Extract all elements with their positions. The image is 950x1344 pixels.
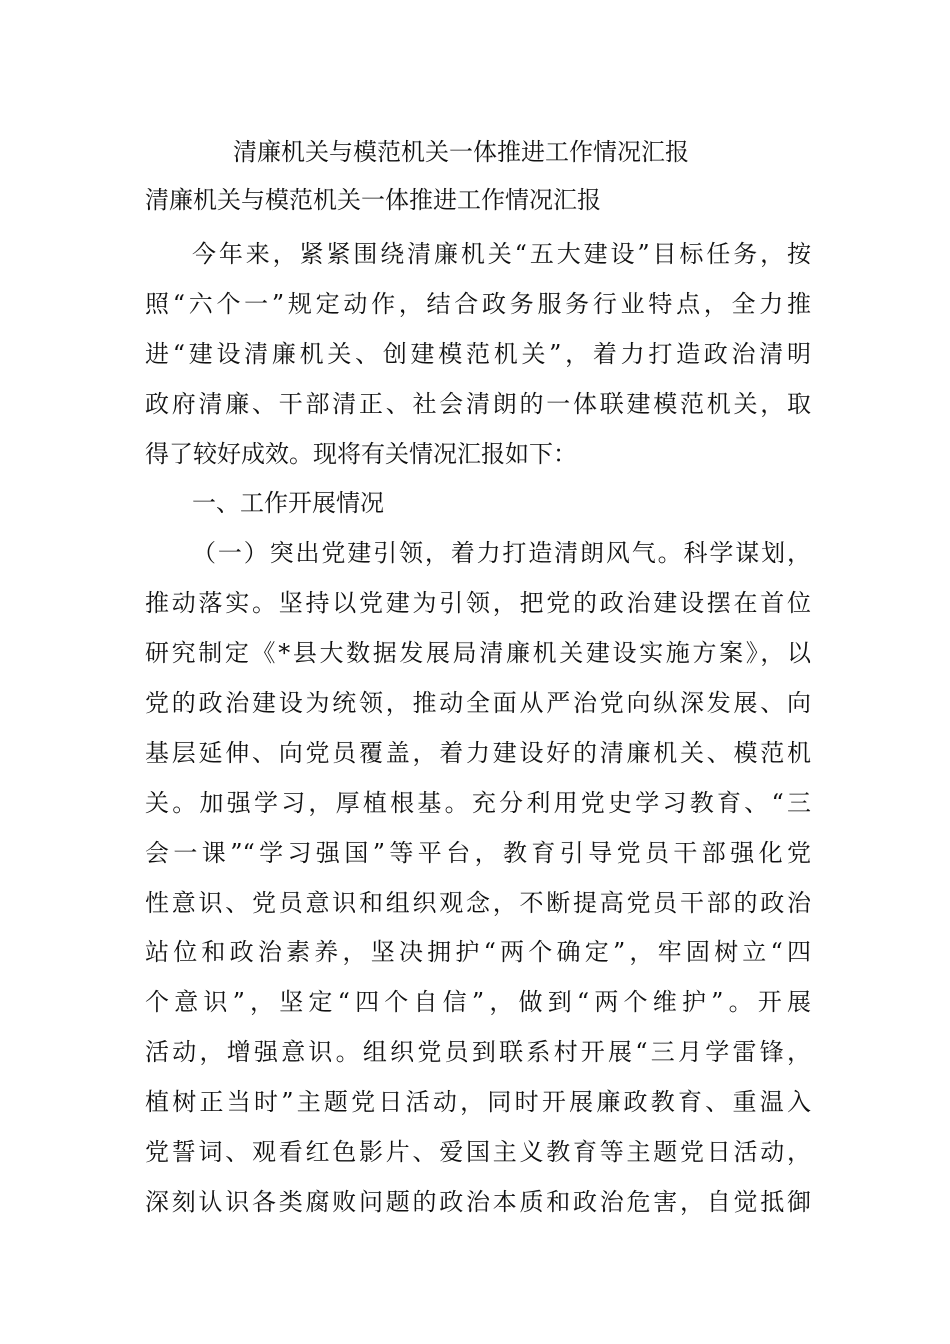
- paragraph-line: 站位和政治素养，坚决拥护“两个确定”，牢固树立“四: [145, 938, 811, 967]
- paragraph-line: （一）突出党建引领，着力打造清朗风气。科学谋划，: [192, 539, 811, 568]
- paragraph-line: 会一课”“学习强国”等平台，教育引导党员干部强化党: [145, 838, 811, 867]
- paragraph-line: 深刻认识各类腐败问题的政治本质和政治危害，自觉抵御: [145, 1187, 811, 1216]
- document-body: [145, 230, 811, 1228]
- section-heading: 一、工作开展情况: [192, 489, 384, 518]
- paragraph-line: 植树正当时”主题党日活动，同时开展廉政教育、重温入: [145, 1088, 811, 1117]
- paragraph-line: 今年来，紧紧围绕清廉机关“五大建设”目标任务，按: [192, 240, 811, 268]
- paragraph-line: 关。加强学习，厚植根基。充分利用党史学习教育、“三: [145, 788, 811, 817]
- paragraph-line: 党誓词、观看红色影片、爱国主义教育等主题党日活动，: [145, 1138, 811, 1167]
- document-title: 清廉机关与模范机关一体推进工作情况汇报: [233, 138, 689, 166]
- paragraph-line: 照“六个一”规定动作，结合政务服务行业特点，全力推: [145, 289, 811, 318]
- paragraph-line: 推动落实。坚持以党建为引领，把党的政治建设摆在首位: [145, 589, 811, 618]
- paragraph-line: 基层延伸、向党员覆盖，着力建设好的清廉机关、模范机: [145, 738, 811, 767]
- paragraph-line: 活动，增强意识。组织党员到联系村开展“三月学雷锋，: [145, 1038, 811, 1067]
- paragraph-line: 进“建设清廉机关、创建模范机关”，着力打造政治清明: [145, 339, 811, 368]
- paragraph-line: 得了较好成效。现将有关情况汇报如下：: [145, 439, 577, 468]
- document-subtitle: 清廉机关与模范机关一体推进工作情况汇报: [145, 186, 601, 214]
- paragraph-line: 性意识、党员意识和组织观念，不断提高党员干部的政治: [145, 888, 811, 917]
- paragraph-line: 个意识”，坚定“四个自信”，做到“两个维护”。开展: [145, 988, 811, 1017]
- paragraph-line: 党的政治建设为统领，推动全面从严治党向纵深发展、向: [145, 689, 811, 718]
- paragraph-line: 研究制定《*县大数据发展局清廉机关建设实施方案》，以: [145, 639, 811, 668]
- paragraph-line: 政府清廉、干部清正、社会清朗的一体联建模范机关，取: [145, 389, 811, 418]
